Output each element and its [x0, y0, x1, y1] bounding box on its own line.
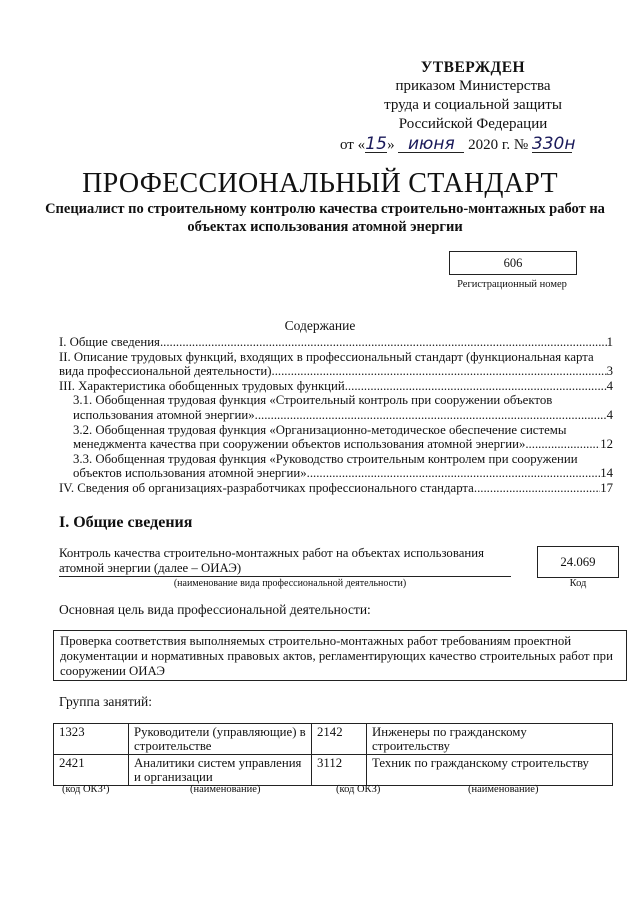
toc-page-number: 4 [606, 378, 613, 393]
okz-code-cell: 2421 [54, 755, 129, 786]
occupation-name-cell: Аналитики систем управления и организации [129, 755, 312, 786]
toc-page-number: 4 [606, 407, 613, 422]
toc-item[interactable]: I. Общие сведения ..... 1 [59, 335, 613, 350]
date-prefix: от « [340, 137, 366, 153]
toc-page-number: 14 [600, 466, 613, 481]
approval-line: труда и социальной защиты [384, 97, 562, 113]
registration-number-box: 606 [449, 251, 577, 275]
occupation-name-cell: Руководители (управляющие) в строительстве [129, 724, 312, 755]
name-caption: (наименование) [190, 784, 261, 795]
approval-line: приказом Министерства [395, 78, 551, 94]
toc-item[interactable]: III. Характеристика обобщенных трудовых функций ..... 4 [59, 379, 613, 394]
handwritten-order-number: 330н [531, 134, 576, 154]
date-mid: » [387, 137, 395, 153]
toc-item[interactable]: 3.2. Обобщенная трудовая функция «Организационно-методическое обеспечение системы менеджмента качества при сооружении объектов использования атомной энергии» ..... 12 [59, 423, 613, 452]
goal-label: Основная цель вида профессиональной деятельности: [59, 602, 371, 617]
toc-page-number: 17 [600, 480, 613, 495]
activity-code-box: 24.069 [537, 546, 619, 578]
year-text: 2020 г. № [468, 137, 529, 153]
occupation-name-cell: Техник по гражданскому строительству [367, 755, 613, 786]
section-title: I. Общие сведения [59, 514, 193, 531]
occupation-group-label: Группа занятий: [59, 694, 152, 709]
name-caption: (наименование) [468, 784, 539, 795]
okz-code-cell: 2142 [312, 724, 367, 755]
approval-heading: УТВЕРЖДЕН [420, 59, 526, 76]
toc-item[interactable]: II. Описание трудовых функций, входящих в профессиональный стандарт (функциональная карта вида профессиональной деятельности) ..... 3 [59, 350, 613, 379]
toc-title: Содержание [284, 318, 356, 333]
toc-item[interactable]: 3.1. Обобщенная трудовая функция «Строительный контроль при сооружении объектов использования атомной энергии» ..... 4 [59, 393, 613, 422]
activity-name: Контроль качества строительно-монтажных работ на объектах использования атомной энергии (далее – ОИАЭ) [59, 546, 511, 577]
okz-code-cell: 3112 [312, 755, 367, 786]
order-date-line [340, 136, 640, 154]
toc-item[interactable]: 3.3. Обобщенная трудовая функция «Руководство строительным контролем при сооружении объектов использования атомной энергии» ..... 14 [59, 452, 613, 481]
toc-page-number: 12 [600, 437, 613, 452]
toc-page-number: 1 [606, 335, 613, 349]
registration-label: Регистрационный номер [457, 279, 567, 290]
goal-box: Проверка соответствия выполняемых строительно-монтажных работ требованиям проектной документации и нормативных правовых актов, регламентирующих качество строительных работ при сооружении ОИАЭ [53, 630, 627, 681]
approval-block [340, 58, 606, 134]
handwritten-day: 15 [365, 134, 387, 154]
okz-code-caption: (код ОКЗ¹) [62, 784, 110, 795]
toc-item[interactable]: IV. Сведения об организациях-разработчиках профессионального стандарта ..... 17 [59, 481, 613, 496]
toc-page-number: 3 [606, 364, 613, 379]
page-subtitle: Специалист по строительному контролю качества строительно-монтажных работ на объектах использования атомной энергии [45, 201, 605, 235]
okz-code-caption: (код ОКЗ) [336, 784, 381, 795]
handwritten-month: июня [398, 136, 464, 153]
activity-caption: (наименование вида профессиональной деятельности) [173, 578, 407, 589]
table-row [54, 724, 613, 755]
approval-line: Российской Федерации [398, 116, 548, 132]
activity-code-caption: Код [569, 578, 587, 589]
occupation-table [53, 723, 613, 786]
table-row [54, 755, 613, 786]
occupation-name-cell: Инженеры по гражданскому строительству [367, 724, 613, 755]
okz-code-cell: 1323 [54, 724, 129, 755]
table-of-contents [59, 335, 613, 496]
page-title: ПРОФЕССИОНАЛЬНЫЙ СТАНДАРТ [82, 168, 558, 199]
